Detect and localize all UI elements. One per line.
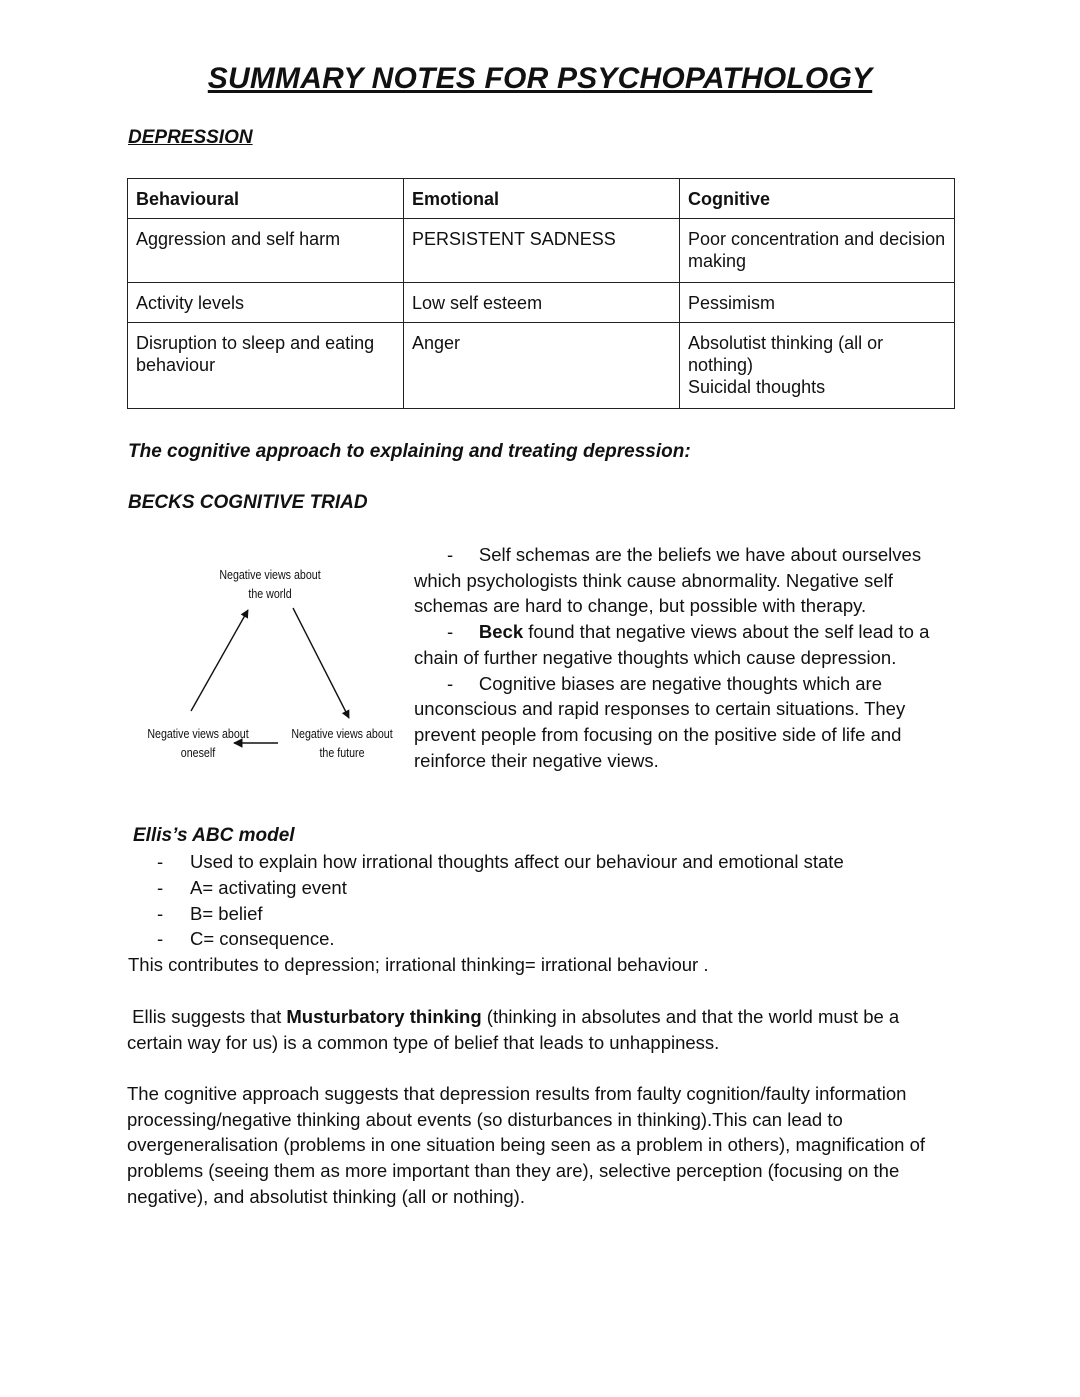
triad-label-future-line2: the future bbox=[319, 745, 365, 760]
symptom-table bbox=[127, 178, 955, 409]
beck-point-text: Self schemas are the beliefs we have about ourselves which psychologists think cause abnormality. Negative self schemas are hard to change, but possible with therapy. bbox=[414, 544, 922, 617]
cognitive-approach-paragraph: The cognitive approach suggests that depression results from faulty cognition/faulty information processing/negative thinking about events (so disturbances in thinking).This can lead to overgeneralisation (problems in one situation being seen as a problem in others), magnification of problems (seeing them as more important than they are), selective perception (focusing on the negative), and absolutist thinking (all or nothing). bbox=[127, 1083, 926, 1207]
column-header-behavioural: Behavioural bbox=[128, 179, 404, 219]
list-item-text: A= activating event bbox=[190, 876, 347, 898]
beck-point-text: found that negative views about the self lead to a chain of further negative thoughts which cause depression. bbox=[414, 621, 930, 668]
beck-point bbox=[414, 671, 959, 774]
dash-bullet: - bbox=[157, 876, 164, 898]
beck-point bbox=[414, 542, 959, 619]
table-cell: Aggression and self harm bbox=[128, 219, 404, 283]
table-cell: Disruption to sleep and eating behaviour bbox=[128, 323, 404, 409]
list-item-text: Used to explain how irrational thoughts affect our behaviour and emotional state bbox=[190, 851, 844, 872]
dash-bullet: - bbox=[447, 672, 479, 694]
table-cell: Low self esteem bbox=[404, 283, 680, 323]
arrow-self-to-world bbox=[191, 610, 248, 711]
dash-bullet: - bbox=[447, 544, 479, 565]
dash-bullet: - bbox=[447, 621, 479, 643]
list-item-text: C= consequence. bbox=[190, 928, 335, 950]
paragraph-text: (thinking in absolutes and that the world must be a certain way for us) is a common type of belief that leads to unhappiness. bbox=[127, 1006, 900, 1053]
abc-list bbox=[128, 849, 844, 952]
page-title: SUMMARY NOTES FOR PSYCHOPATHOLOGY bbox=[207, 62, 873, 95]
table-cell: PERSISTENT SADNESS bbox=[404, 219, 680, 283]
triad-label-world-line2: the world bbox=[248, 586, 292, 601]
musturbatory-paragraph bbox=[127, 1004, 957, 1055]
table-row bbox=[128, 283, 955, 323]
beck-name-bold: Beck bbox=[478, 621, 524, 643]
triad-label-oneself-line2: oneself bbox=[180, 745, 216, 760]
list-item bbox=[128, 926, 844, 952]
triad-label-oneself bbox=[141, 724, 256, 762]
ellis-abc-heading: Ellis’s ABC model bbox=[133, 825, 295, 846]
cognitive-approach-heading: The cognitive approach to explaining and treating depression: bbox=[128, 441, 691, 462]
abc-summary: This contributes to depression; irrational thinking= irrational behaviour . bbox=[128, 954, 709, 975]
dash-bullet: - bbox=[157, 928, 164, 950]
musturbatory-term: Musturbatory thinking bbox=[286, 1006, 482, 1027]
paragraph-text: Ellis suggests that bbox=[127, 1006, 287, 1027]
triad-label-future bbox=[285, 724, 400, 762]
triad-label-world-line1: Negative views about bbox=[219, 567, 321, 582]
dash-bullet: - bbox=[157, 902, 164, 924]
table-cell: Activity levels bbox=[128, 283, 404, 323]
section-heading-depression: DEPRESSION bbox=[128, 127, 253, 148]
beck-point bbox=[414, 619, 959, 670]
list-item-text: B= belief bbox=[190, 902, 263, 924]
table-cell: Poor concentration and decision making bbox=[680, 219, 955, 283]
triad-label-future-line1: Negative views about bbox=[291, 726, 393, 741]
list-item bbox=[128, 849, 844, 875]
triad-label-world bbox=[213, 565, 328, 603]
triad-label-oneself-line1: Negative views about bbox=[147, 726, 249, 741]
list-item bbox=[128, 875, 844, 901]
table-cell: Absolutist thinking (all or nothing) Suicidal thoughts bbox=[680, 323, 955, 409]
arrow-world-to-future bbox=[293, 608, 349, 718]
table-row bbox=[128, 219, 955, 283]
column-header-cognitive: Cognitive bbox=[680, 179, 955, 219]
beck-triad-heading: BECKS COGNITIVE TRIAD bbox=[128, 492, 368, 513]
beck-point-text: Cognitive biases are negative thoughts which are unconscious and rapid responses to certain situations. They prevent people from focusing on the positive side of life and reinforce their negative views. bbox=[414, 672, 906, 771]
table-cell: Pessimism bbox=[680, 283, 955, 323]
table-header-row bbox=[128, 179, 955, 219]
table-cell: Anger bbox=[404, 323, 680, 409]
list-item bbox=[128, 901, 844, 927]
table-row bbox=[128, 323, 955, 409]
dash-bullet: - bbox=[157, 851, 164, 872]
column-header-emotional: Emotional bbox=[404, 179, 680, 219]
beck-explanation bbox=[414, 542, 959, 773]
